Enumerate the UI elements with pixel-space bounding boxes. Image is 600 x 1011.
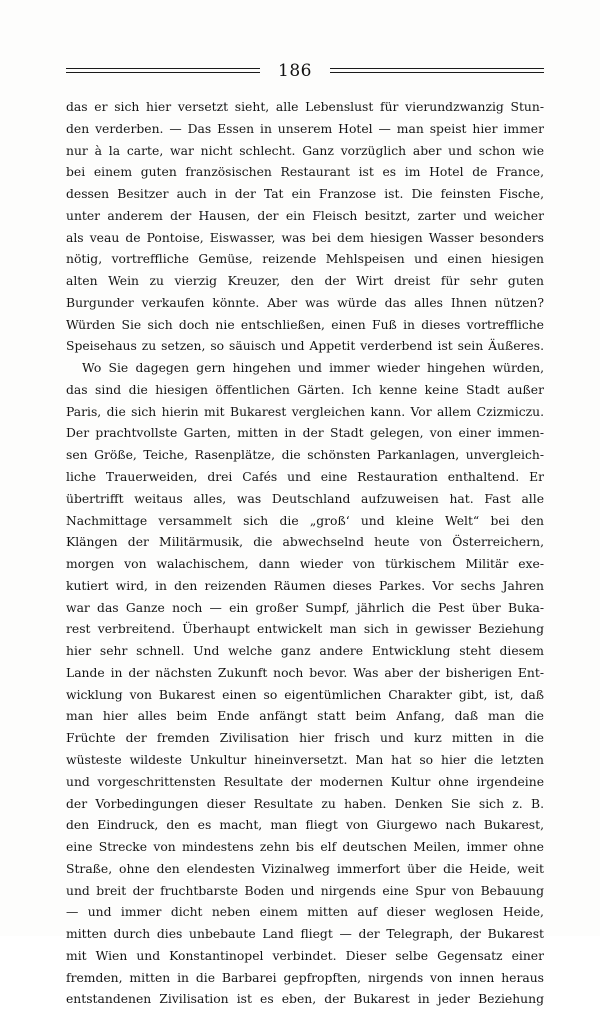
text-line: Klängen der Militärmusik, die abwechselnd heute von Österreichern, (66, 535, 544, 550)
text-line: und breit der fruchtbarste Boden und nirgends eine Spur von Bebauung (66, 883, 544, 898)
text-line: den Eindruck, den es macht, man fliegt von Giurgewo nach Bukarest, (66, 818, 544, 833)
text-line: kutiert wird, in den reizenden Räumen dieses Parkes. Vor sechs Jahren (66, 578, 544, 593)
text-line: — und immer dicht neben einem mitten auf dieser weglosen Heide, (66, 905, 544, 920)
text-line: liche Trauerweiden, drei Cafés und eine Restauration enthaltend. Er (66, 470, 544, 485)
paragraph (66, 97, 544, 358)
text-line: wüsteste wildeste Unkultur hineinversetzt. Man hat so hier die letzten (66, 752, 544, 767)
text-line: fremden, mitten in die Barbarei gepfropften, nirgends von innen heraus (66, 970, 544, 985)
text-line: Paris, die sich hierin mit Bukarest vergleichen kann. Vor allem Czizmiczu. (66, 404, 544, 419)
text-line: hier sehr schnell. Und welche ganz andere Entwicklung steht diesem (66, 644, 544, 659)
text-line: man hier alles beim Ende anfängt statt beim Anfang, daß man die (66, 709, 544, 724)
text-line: der Vorbedingungen dieser Resultate zu haben. Denken Sie sich z. B. (66, 796, 544, 811)
text-line: Burgunder verkaufen könnte. Aber was würde das alles Ihnen nützen? (66, 295, 544, 310)
text-line: als veau de Pontoise, Eiswasser, was bei dem hiesigen Wasser besonders (66, 230, 544, 245)
text-line: eine Strecke von mindestens zehn bis elf deutschen Meilen, immer ohne (66, 840, 544, 855)
text-line: war das Ganze noch — ein großer Sumpf, jährlich die Pest über Buka- (66, 600, 544, 615)
header-rule-left (66, 68, 260, 73)
text-line: Würden Sie sich doch nie entschließen, einen Fuß in dieses vortreffliche (66, 317, 544, 332)
text-line: Lande in der nächsten Zukunft noch bevor. Was aber der bisherigen Ent- (66, 665, 544, 680)
text-line: den verderben. — Das Essen in unserem Hotel — man speist hier immer (66, 121, 544, 136)
text-line: wicklung von Bukarest einen so eigentümlichen Charakter gibt, ist, daß (66, 687, 544, 702)
text-line: übertrifft weitaus alles, was Deutschland aufzuweisen hat. Fast alle (66, 491, 544, 506)
text-line: das sind die hiesigen öffentlichen Gärten. Ich kenne keine Stadt außer (66, 382, 544, 397)
text-line: mit Wien und Konstantinopel verbindet. Dieser selbe Gegensatz einer (66, 948, 544, 963)
text-line: alten Wein zu vierzig Kreuzer, den der Wirt dreist für sehr guten (66, 274, 544, 289)
text-line: mitten durch dies unbebaute Land fliegt — der Telegraph, der Bukarest (66, 927, 544, 942)
page-number: 186 (278, 61, 312, 81)
text-line: Speisehaus zu setzen, so säuisch und Appetit verderbend ist sein Äußeres. (66, 339, 544, 354)
text-line: entstandenen Zivilisation ist es eben, der Bukarest in jeder Beziehung (66, 992, 544, 1007)
text-line: dessen Besitzer auch in der Tat ein Franzose ist. Die feinsten Fische, (66, 187, 544, 202)
header-rule-right (330, 68, 544, 73)
body-text (66, 97, 544, 1011)
paragraph (66, 358, 544, 1011)
text-line: nötig, vortreffliche Gemüse, reizende Mehlspeisen und einen hiesigen (66, 252, 544, 267)
text-line: nur à la carte, war nicht schlecht. Ganz vorzüglich aber und schon wie (66, 143, 544, 158)
text-line: sen Größe, Teiche, Rasenplätze, die schönsten Parkanlagen, unvergleich- (66, 448, 544, 463)
text-line: morgen von walachischem, dann wieder von türkischem Militär exe- (66, 557, 544, 572)
text-line: bei einem guten französischen Restaurant ist es im Hotel de France, (66, 165, 544, 180)
text-line: Der prachtvollste Garten, mitten in der Stadt gelegen, von einer immen- (66, 426, 544, 441)
text-line: Nachmittage versammelt sich die „groß‘ und kleine Welt“ bei den (66, 513, 544, 528)
text-line: das er sich hier versetzt sieht, alle Lebenslust für vierundzwanzig Stun- (66, 100, 544, 114)
text-line: und vorgeschrittensten Resultate der modernen Kultur ohne irgendeine (66, 774, 544, 789)
text-line: unter anderem der Hausen, der ein Fleisch besitzt, zarter und weicher (66, 208, 544, 223)
text-line: Straße, ohne den elendesten Vizinalweg immerfort über die Heide, weit (66, 861, 544, 876)
text-line: rest verbreitend. Überhaupt entwickelt man sich in gewisser Beziehung (66, 622, 544, 637)
page-header (66, 59, 544, 83)
text-line: Wo Sie dagegen gern hingehen und immer wieder hingehen würden, (82, 361, 544, 376)
text-line: Früchte der fremden Zivilisation hier frisch und kurz mitten in die (66, 731, 544, 746)
